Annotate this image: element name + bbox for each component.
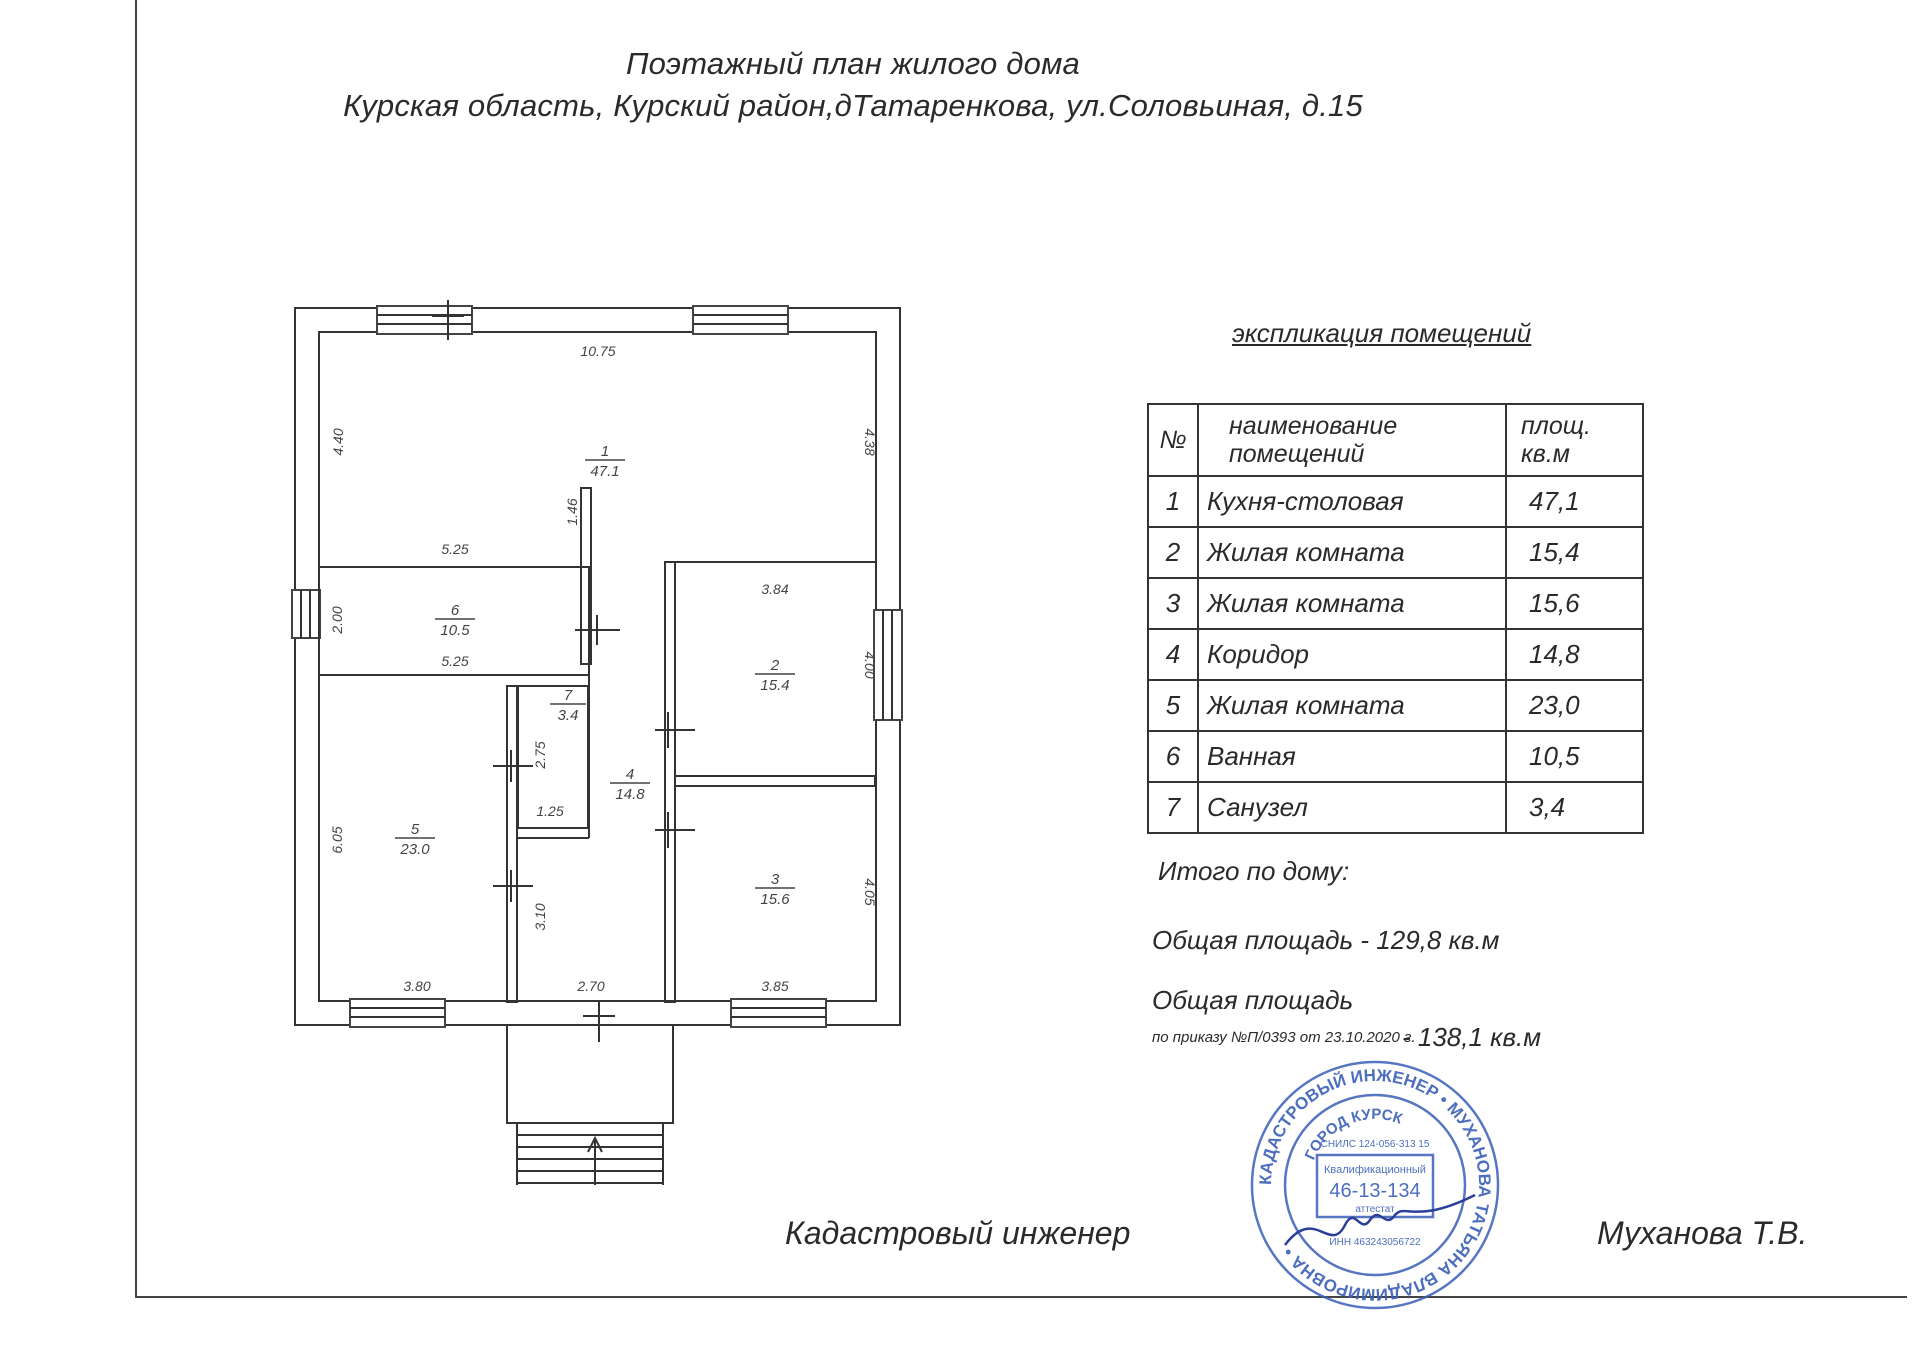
row-num: 6 (1148, 731, 1198, 782)
dim-label: 4.05 (862, 878, 878, 906)
stamp-qual: Квалификационный (1324, 1164, 1426, 1176)
order-note: по приказу №П/0393 от 23.10.2020 г. (1152, 1029, 1416, 1046)
row-num: 4 (1148, 629, 1198, 680)
document-address: Курская область, Курский район,дТатаренкова, ул.Соловьиная, д.15 (343, 88, 1363, 123)
table-row (1148, 731, 1643, 782)
dim-label: 1.25 (536, 803, 564, 819)
room-1-num: 1 (600, 443, 610, 460)
explication-table (1147, 403, 1644, 834)
table-row (1148, 629, 1643, 680)
header-num: № (1148, 404, 1198, 476)
room-2-area: 15.4 (760, 677, 790, 694)
engineer-role: Кадастровый инженер (785, 1215, 1131, 1251)
dim-label: 4.38 (862, 428, 878, 456)
row-area: 15,6 (1506, 578, 1643, 629)
dim-label: 6.05 (329, 826, 345, 854)
row-area: 15,4 (1506, 527, 1643, 578)
table-header-row (1148, 404, 1643, 476)
room-1-area: 47.1 (590, 463, 620, 480)
engineer-stamp (1245, 1055, 1505, 1315)
room-2-num: 2 (770, 657, 780, 674)
window-top-right (693, 306, 788, 334)
dim-label: 4.00 (862, 651, 878, 679)
window-bottom-left (350, 999, 445, 1027)
dim-label: 2.75 (532, 741, 548, 769)
row-name: Жилая комната (1198, 578, 1506, 629)
table-row (1148, 476, 1643, 527)
row-num: 2 (1148, 527, 1198, 578)
row-area: 10,5 (1506, 731, 1643, 782)
dim-label: 3.85 (761, 978, 789, 994)
row-area: 47,1 (1506, 476, 1643, 527)
table-row (1148, 578, 1643, 629)
total-area-2-value: - 138,1 кв.м (1402, 1022, 1542, 1052)
row-name: Жилая комната (1198, 527, 1506, 578)
corridor-wall-left-lower (507, 686, 517, 1002)
stamp-cert-no: 46-13-134 (1329, 1180, 1421, 1202)
dim-label: 3.80 (403, 978, 431, 994)
room-5-num: 5 (410, 821, 420, 838)
row-area: 3,4 (1506, 782, 1643, 833)
row-num: 3 (1148, 578, 1198, 629)
stamp-cert: аттестат (1355, 1204, 1395, 1215)
row-num: 5 (1148, 680, 1198, 731)
room-4-area: 14.8 (615, 786, 645, 803)
room-7-area: 3.4 (557, 707, 579, 724)
row-name: Санузел (1198, 782, 1506, 833)
window-left (292, 590, 320, 638)
header-name: наименование помещений (1198, 404, 1506, 476)
dim-label: 2.00 (329, 606, 345, 634)
room-7-num: 7 (563, 687, 573, 704)
room-4-num: 4 (625, 766, 635, 783)
document-title: Поэтажный план жилого дома (626, 46, 1080, 81)
row-name: Кухня-столовая (1198, 476, 1506, 527)
room-3-num: 3 (770, 871, 780, 888)
row-name: Жилая комната (1198, 680, 1506, 731)
dim-label: 1.46 (564, 498, 580, 526)
room-6-num: 6 (450, 602, 460, 619)
dim-label: 4.40 (330, 428, 346, 456)
room-6-area: 10.5 (440, 622, 470, 639)
floor-plan (285, 300, 878, 1220)
dim-label: 2.70 (577, 978, 605, 994)
stamp-snils: СНИЛС 124-056-313 15 (1320, 1139, 1430, 1150)
porch (507, 1025, 673, 1123)
window-top-left (377, 306, 472, 334)
table-row (1148, 782, 1643, 833)
dim-label: 5.25 (441, 541, 469, 557)
room-3-area: 15.6 (760, 891, 790, 908)
row-num: 1 (1148, 476, 1198, 527)
stamp-outer-text: КАДАСТРОВЫЙ ИНЖЕНЕР • МУХАНОВА ТАТЬЯНА ВЛАДИМИРОВНА • (1255, 1065, 1495, 1305)
table-row (1148, 680, 1643, 731)
corridor-wall-right (665, 562, 675, 1002)
window-bottom-right (731, 999, 826, 1027)
explication-caption: экспликация помещений (1232, 318, 1532, 348)
total-area-2-label: Общая площадь (1152, 985, 1354, 1015)
dim-label: 3.10 (532, 903, 548, 931)
dim-label: 5.25 (441, 653, 469, 669)
row-area: 14,8 (1506, 629, 1643, 680)
row-area: 23,0 (1506, 680, 1643, 731)
row-name: Ванная (1198, 731, 1506, 782)
row-name: Коридор (1198, 629, 1506, 680)
engineer-name: Муханова Т.В. (1597, 1215, 1808, 1251)
totals-heading: Итого по дому: (1158, 856, 1350, 886)
total-area: Общая площадь - 129,8 кв.м (1152, 925, 1500, 955)
stamp-inn: ИНН 463243056722 (1329, 1237, 1421, 1248)
dim-label: 10.75 (580, 343, 616, 359)
row-num: 7 (1148, 782, 1198, 833)
table-row (1148, 527, 1643, 578)
stamp-city: ГОРОД КУРСК (1301, 1105, 1405, 1163)
room-5-area: 23.0 (400, 841, 430, 858)
dim-label: 3.84 (761, 581, 789, 597)
header-area: площ. кв.м (1506, 404, 1643, 476)
